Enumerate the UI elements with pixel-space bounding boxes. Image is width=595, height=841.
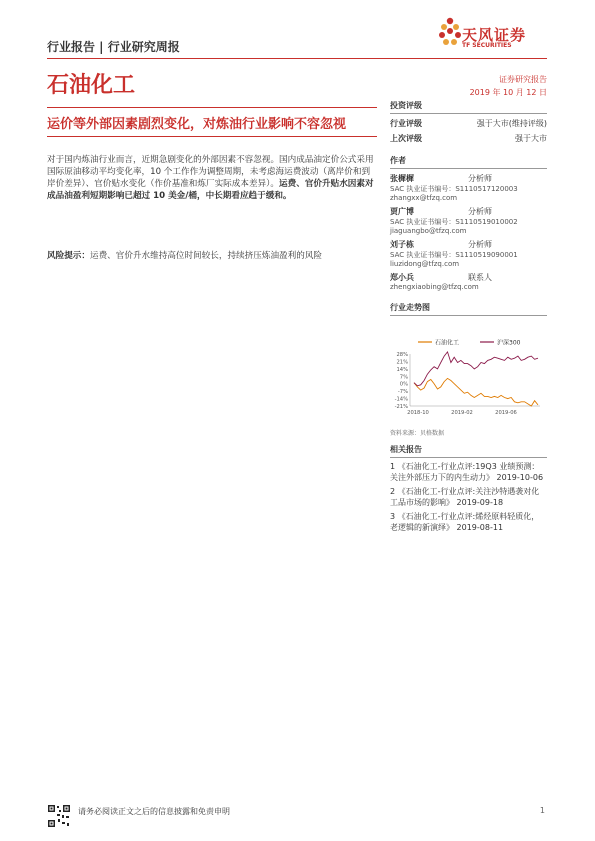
logo-text-cn: 天风证券 xyxy=(462,26,527,44)
title-top-divider xyxy=(47,107,377,108)
series-line xyxy=(414,378,538,406)
report-date: 2019 年 10 月 12 日 xyxy=(469,88,547,97)
author-email[interactable]: zhengxiaobing@tfzq.com xyxy=(390,283,479,291)
author-role: 分析师 xyxy=(468,240,492,249)
author-name: 郑小兵 xyxy=(390,273,414,282)
trend-divider xyxy=(390,315,547,316)
author-cert: SAC 执业证书编号：S1110517120003 xyxy=(390,185,518,193)
author-cert: SAC 执业证书编号：S1110519090001 xyxy=(390,251,518,259)
author-list xyxy=(390,173,547,291)
related-section xyxy=(390,444,547,533)
logo-mark-icon xyxy=(438,16,462,52)
summary-text: 对于国内炼油行业而言，近期急剧变化的外部因素不容忽视。国内成品油定价公式采用国际原油移动平均变化率，10 个工作作为调整周期，未考虑海运费波动（离岸价和到岸价差异）、官价贴水变化（作价基准和炼厂实际成本差异）。 xyxy=(47,155,374,189)
author-role: 分析师 xyxy=(468,174,492,183)
logo-text-en: TF SECURITIES xyxy=(462,42,512,49)
author-entry xyxy=(390,239,547,268)
y-tick-label: 14% xyxy=(396,366,408,373)
y-tick-label: 0% xyxy=(399,381,408,388)
y-tick-label: -7% xyxy=(397,389,408,396)
x-tick-label: 2018-10 xyxy=(407,410,429,416)
related-report-link[interactable]: 2 《石油化工-行业点评:关注沙特遇袭对化工品市场的影响》 2019-09-18 xyxy=(390,487,540,507)
page-number: 1 xyxy=(539,806,545,815)
series-line xyxy=(414,352,538,386)
report-type: 证券研究报告 xyxy=(499,75,547,84)
x-tick-label: 2019-06 xyxy=(495,410,517,416)
report-category: 行业报告 | 行业研究周报 xyxy=(47,40,180,54)
related-report-link[interactable]: 1 《石油化工-行业点评:19Q3 业绩预测：关注外部压力下的内生动力》 2019-10-06 xyxy=(390,462,544,482)
related-list xyxy=(390,461,547,533)
author-email[interactable]: jiaguangbo@tfzq.com xyxy=(390,227,467,235)
rating-prev-label: 上次评级 xyxy=(390,134,422,143)
summary-highlight: 运费、官价升贴水因素对成品油盈利短期影响已超过 10 美金/桶，中长期看应趋于缓和。 xyxy=(47,179,374,201)
author-email[interactable]: liuzidong@tfzq.com xyxy=(390,260,460,268)
legend-label: 沪深300 xyxy=(497,339,521,347)
report-title: 运价等外部因素剧烈变化，对炼油行业影响不容忽视 xyxy=(47,117,347,132)
trend-heading: 行业走势图 xyxy=(390,303,430,312)
trend-section xyxy=(390,302,547,437)
author-name: 贾广博 xyxy=(390,207,414,216)
summary-paragraph xyxy=(47,154,377,202)
authors-section xyxy=(390,155,547,291)
chart-source: 资料来源：贝格数据 xyxy=(390,430,445,437)
footer-disclaimer: 请务必阅读正文之后的信息披露和免责申明 xyxy=(78,807,230,816)
author-name: 张樨樨 xyxy=(390,174,414,183)
rating-heading: 投资评级 xyxy=(390,101,422,110)
risk-text: 运费、官价升水维持高位时间较长，持续挤压炼油盈利的风险 xyxy=(89,251,323,261)
y-tick-label: -14% xyxy=(394,396,408,403)
author-entry xyxy=(390,206,547,235)
related-divider xyxy=(390,457,547,458)
author-email[interactable]: zhangxx@tfzq.com xyxy=(390,194,458,202)
y-tick-label: 21% xyxy=(396,359,408,366)
y-tick-label: 28% xyxy=(396,352,408,358)
risk-paragraph xyxy=(47,250,377,262)
qr-code-icon xyxy=(47,804,71,828)
risk-label: 风险提示： xyxy=(47,251,90,261)
author-role: 联系人 xyxy=(468,273,492,282)
header-divider xyxy=(47,58,547,59)
y-tick-label: -21% xyxy=(394,404,408,410)
author-cert: SAC 执业证书编号：S1110519010002 xyxy=(390,218,518,226)
rating-divider xyxy=(390,113,547,114)
legend-label: 石油化工 xyxy=(435,339,460,347)
related-report-link[interactable]: 3 《石油化工-行业点评:烯烃原料轻质化，老逻辑的新演绎》 2019-08-11 xyxy=(390,512,540,532)
related-heading: 相关报告 xyxy=(390,445,422,454)
title-bottom-divider xyxy=(47,136,377,137)
rating-prev-value: 强于大市 xyxy=(515,134,547,143)
author-role: 分析师 xyxy=(468,207,492,216)
authors-divider xyxy=(390,168,547,169)
author-entry xyxy=(390,272,547,291)
x-tick-label: 2019-02 xyxy=(451,410,473,416)
industry-name: 石油化工 xyxy=(47,73,136,98)
author-entry xyxy=(390,173,547,202)
rating-current-value: 强于大市(维持评级) xyxy=(476,119,547,128)
authors-heading: 作者 xyxy=(390,156,406,165)
trend-chart xyxy=(390,320,547,420)
author-name: 刘子栋 xyxy=(390,240,414,249)
rating-current-label: 行业评级 xyxy=(390,119,422,128)
rating-section xyxy=(390,100,547,144)
y-tick-label: 7% xyxy=(399,374,408,381)
company-logo xyxy=(438,16,462,52)
